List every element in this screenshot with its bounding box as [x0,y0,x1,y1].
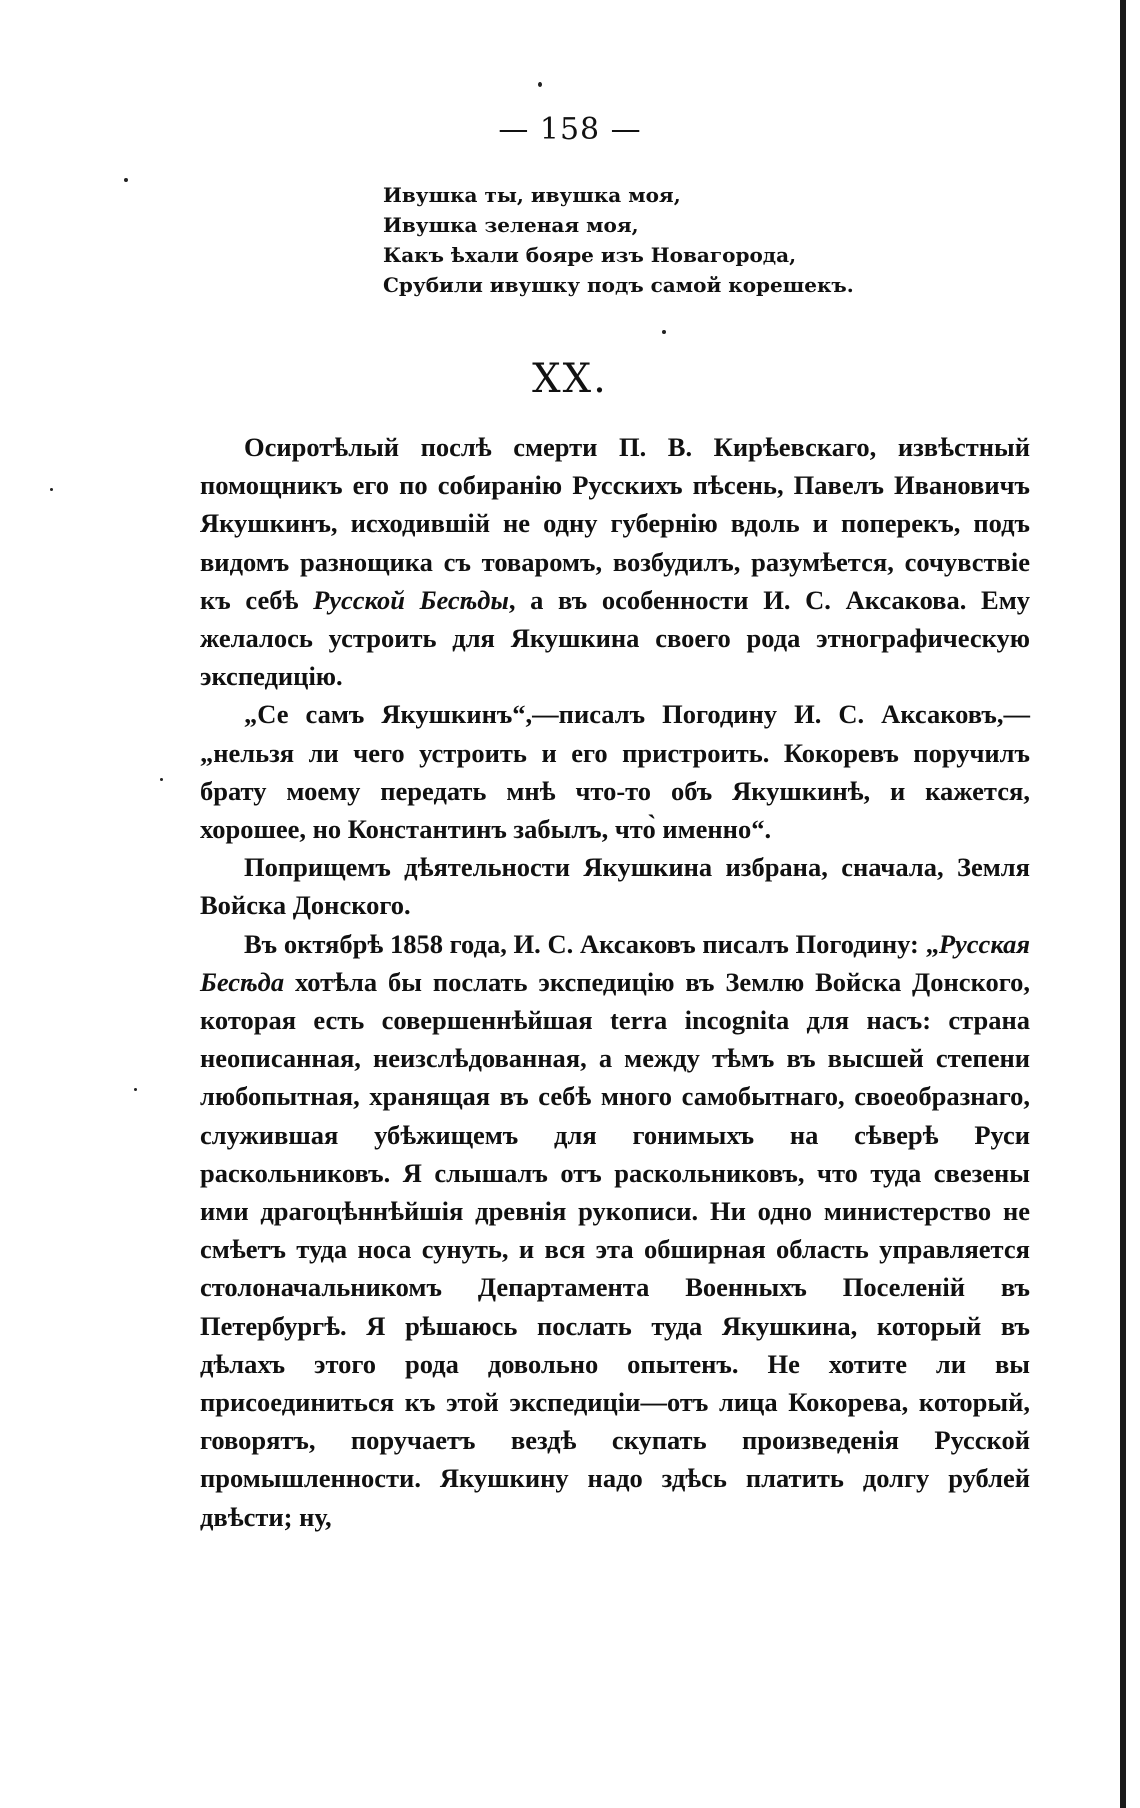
verse-line: Ивушка зеленая моя, [383,213,639,237]
paragraph-text: , а въ особенности И. С. Аксакова. Ему желалось устроить для Якушкина своего рода этнографическую экспедицію. [200,584,1031,692]
page-edge-shadow [1120,0,1126,1808]
paragraph [200,428,1030,695]
scan-speck [50,488,53,491]
paragraph: „Се самъ Якушкинъ“,—писалъ Погодину И. С. Аксаковъ,—„нельзя ли чего устроить и его пристроить. Кокоревъ поручилъ брату моему передать мнѣ что-то объ Якушкинѣ, и кажется, хорошее, но Константинъ забылъ, что̀ именно“. [200,699,1030,845]
verse-line: Ивушка ты, ивушка моя, [383,183,681,207]
scan-speck [662,330,666,334]
journal-title-italic: Русская Бесѣда [200,928,1030,997]
verse-line: Какъ ѣхали бояре изъ Новагорода, [383,243,797,267]
paragraph-text: Въ октябрѣ 1858 года, И. С. Аксаковъ писалъ Погодину: „ [244,928,939,959]
paragraph: Поприщемъ дѣятельности Якушкина избрана, сначала, Земля Войска Донского. [200,852,1030,921]
body-text [200,428,1030,1536]
verse-line: Срубили ивушку подъ самой корешекъ. [383,273,854,297]
scan-speck [538,82,542,87]
paragraph-text: Осиротѣлый послѣ смерти П. В. Кирѣевскаго, извѣстный помощникъ его по собиранію Русскихъ пѣсень, Павелъ Ивановичъ Якушкинъ, исходившій не одну губернію вдоль и поперекъ, подъ видомъ разнощика съ товаромъ, возбудилъ, разумѣется, сочувствіе къ себѣ [200,432,1030,615]
scan-speck [124,178,128,182]
page-number: — 158 — [498,112,642,147]
paragraph [200,925,1030,1536]
verse-stanza [383,180,854,300]
journal-title-italic: Русской Бесѣды [313,584,509,615]
paragraph-text: хотѣла бы послать экспедицію въ Землю Войска Донского, которая есть совершеннѣйшая terra incognita для насъ: страна неописанная, неизслѣдованная, а между тѣмъ въ высшей степени любопытная, хранящая въ себѣ много самобытнаго, своеобразнаго, служившая убѣжищемъ для гонимыхъ на сѣверѣ Руси раскольниковъ. Я слышалъ отъ раскольниковъ, что туда свезены ими драгоцѣннѣйшія древнія рукописи. Ни одно министерство не смѣетъ туда носа сунуть, и вся эта обширная область управляется столоначальникомъ Департамента Военныхъ Поселеній въ Петербургѣ. Я рѣшаюсь послать туда Якушкина, который въ дѣлахъ этого рода довольно опытенъ. Не хотите ли вы присоединиться къ этой экспедиціи—отъ лица Кокорева, который, говорятъ, поручаетъ вездѣ скупать произведенія Русской промышленности. Якушкину надо здѣсь платить долгу рублей двѣсти; ну, [200,966,1030,1532]
scan-speck [134,1088,137,1091]
scan-speck [160,778,163,781]
chapter-heading: XX. [532,356,608,402]
